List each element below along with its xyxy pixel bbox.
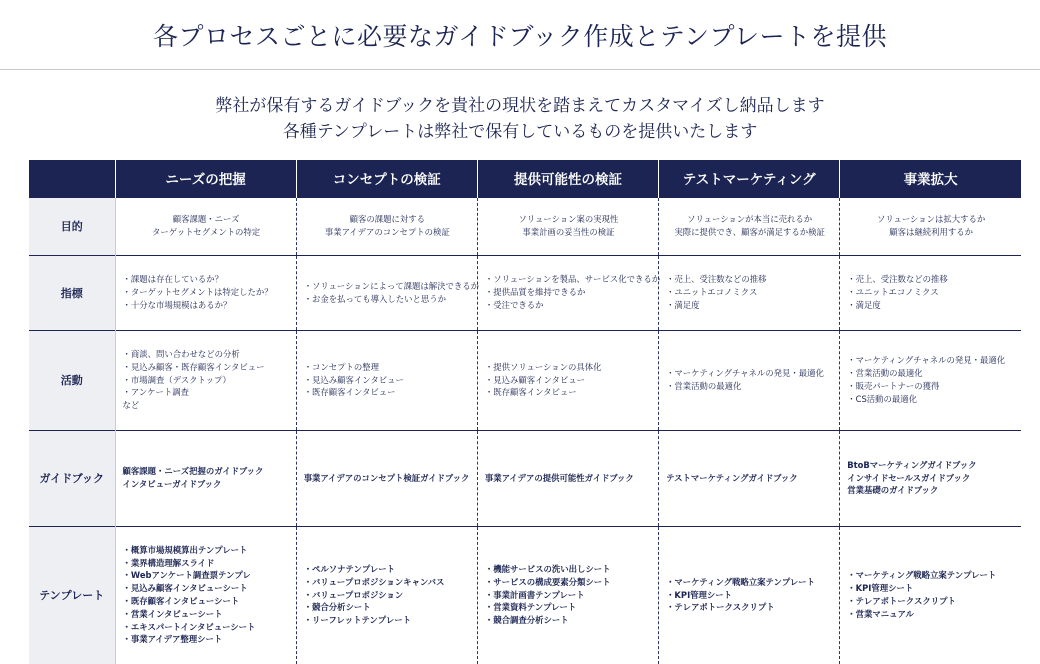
table-cell (840, 197, 1021, 255)
table-cell (115, 430, 296, 526)
table-cell (840, 255, 1021, 330)
column-header-feasibility: 提供可能性の検証 (477, 160, 658, 197)
cell-line: ・営業マニュアル (847, 608, 914, 619)
cell-line: ・機能サービスの洗い出しシート (484, 564, 611, 574)
cell-line: ・営業インタビューシート (122, 608, 223, 619)
table-row-activities (29, 330, 1021, 430)
cell-line: ・売上、受注数などの推移 (847, 274, 948, 285)
cell-line: ・マーケティング戦略立案テンプレート (666, 576, 816, 587)
cell-line: 顧客課題・ニーズ (172, 214, 240, 225)
row-label-guidebook: ガイドブック (29, 430, 115, 526)
cell-line: ・Webアンケート調査票テンプレ (122, 570, 251, 581)
table-cell (296, 255, 477, 330)
cell-line: ・見込み顧客インタビューシート (122, 583, 248, 594)
cell-line: インサイドセールスガイドブック (847, 472, 971, 483)
cell-line: ・KPI管理シート (847, 583, 914, 594)
table-row-guidebook (29, 430, 1021, 526)
cell-line: ・見込み顧客インタビュー (303, 374, 404, 385)
table-cell (296, 330, 477, 430)
cell-line: ・ペルソナテンプレート (303, 564, 396, 574)
cell-line: ・ユニットエコノミクス (847, 287, 939, 298)
table-cell (659, 330, 840, 430)
cell-line: ・エキスパートインタビューシート (122, 621, 256, 632)
cell-line: ・バリュープロポジションキャンバス (303, 576, 445, 587)
cell-line: ・営業資料テンプレート (484, 602, 577, 613)
table-cell (477, 197, 658, 255)
cell-line: 営業基礎のガイドブック (847, 485, 939, 496)
cell-line: ・満足度 (666, 299, 700, 310)
table-row-metrics (29, 255, 1021, 330)
cell-line: ・既存顧客インタビュー (303, 387, 396, 398)
table-cell (840, 526, 1021, 664)
cell-line: インタビューガイドブック (122, 479, 222, 489)
cell-line: ・リーフレットテンプレート (303, 615, 411, 626)
cell-line: ・見込み顧客インタビュー (484, 374, 586, 385)
page-title: 各プロセスごとに必要なガイドブック作成とテンプレートを提供 (152, 22, 887, 51)
cell-line: ・バリュープロポジション (303, 589, 404, 600)
cell-line: ・受注できるか (484, 299, 544, 310)
table-cell (477, 526, 658, 664)
cell-line: 事業計画の妥当性の検証 (522, 227, 615, 237)
row-label-activities: 活動 (29, 330, 115, 430)
cell-line: ・市場調査（デスクトップ） (122, 374, 231, 385)
cell-line: ・ソリューションを製品、サービス化できるか (484, 274, 661, 285)
cell-line: 事業アイデアのコンセプト検証ガイドブック (303, 472, 470, 483)
cell-line: ・競合分析シート (303, 602, 371, 613)
cell-line: ソリューションは拡大するか (876, 214, 986, 225)
column-header-test-marketing: テストマーケティング (659, 160, 840, 197)
cell-line: ・売上、受注数などの推移 (666, 274, 767, 285)
cell-line: ・アンケート調査 (122, 387, 189, 398)
cell-line: ・コンセプトの整理 (303, 361, 380, 372)
column-header-needs: ニーズの把握 (115, 160, 296, 197)
cell-line: ・概算市場規模算出テンプレート (122, 544, 248, 555)
cell-line: ・満足度 (847, 299, 881, 310)
cell-line: ・提供ソリューションの具体化 (484, 361, 602, 372)
cell-line: ・見込み顧客・既存顧客インタビュー (122, 361, 265, 372)
table-cell (840, 430, 1021, 526)
row-label-templates: テンプレート (29, 526, 115, 664)
table-cell (477, 330, 658, 430)
table-cell (659, 526, 840, 664)
cell-line: ・事業アイデア整理シート (122, 634, 223, 645)
table-cell (115, 526, 296, 664)
cell-line: ・競合調査分析シート (484, 615, 569, 626)
table-cell (659, 430, 840, 526)
cell-line: ・事業計画書テンプレート (484, 589, 585, 600)
cell-line: ・ユニットエコノミクス (666, 287, 758, 298)
cell-line: ・テレアポトークスクリプト (847, 596, 956, 606)
cell-line: ・既存顧客インタビューシート (122, 596, 240, 606)
cell-line: 事業アイデアの提供可能性ガイドブック (484, 472, 634, 483)
cell-line: ・提供品質を維持できるか (484, 287, 586, 298)
cell-line: ・販売パートナーの獲得 (847, 381, 940, 391)
cell-line: ソリューションが本当に売れるか (687, 214, 813, 225)
table-cell (840, 330, 1021, 430)
cell-line: ・ソリューションによって課題は解決できるか (303, 280, 479, 291)
cell-line: 事業アイデアのコンセプトの検証 (324, 227, 450, 237)
column-header-expansion: 事業拡大 (840, 160, 1021, 197)
cell-line: 顧客は継続利用するか (889, 227, 973, 237)
cell-line: ・KPI管理シート (666, 589, 733, 600)
cell-line: ・お金を払っても導入したいと思うか (303, 293, 447, 304)
subtitle-line-2: 各種テンプレートは弊社で保有しているものを提供いたします (282, 122, 758, 142)
cell-line: ターゲットセグメントの特定 (151, 227, 261, 237)
table-cell (296, 526, 477, 664)
cell-line: ・十分な市場規模はあるか？ (122, 299, 232, 310)
cell-line: ・営業活動の最適化 (847, 368, 923, 379)
table-cell (115, 330, 296, 430)
table-cell (659, 255, 840, 330)
row-label-purpose: 目的 (29, 197, 115, 255)
cell-line: ・テレアポトークスクリプト (666, 602, 775, 613)
table-cell (477, 255, 661, 330)
table-cell (659, 197, 840, 255)
table-cell (115, 197, 296, 255)
cell-line: ・課題は存在しているか？ (122, 274, 223, 285)
cell-line: ・マーケティング戦略立案テンプレート (847, 570, 997, 581)
cell-line: など (122, 400, 140, 411)
column-header-concept: コンセプトの検証 (296, 160, 477, 197)
subtitle-line-1: 弊社が保有するガイドブックを貴社の現状を踏まえてカスタマイズし納品します (215, 96, 825, 116)
cell-line: ・業界構造理解スライド (122, 557, 215, 568)
cell-line: ・CS活動の最適化 (847, 393, 918, 404)
cell-line: BtoBマーケティングガイドブック (847, 459, 977, 470)
cell-line: テストマーケティングガイドブック (666, 472, 798, 483)
table-cell (115, 255, 296, 330)
cell-line: ・既存顧客インタビュー (484, 387, 577, 398)
cell-line: ・ターゲットセグメントは特定したか？ (122, 287, 273, 298)
process-table (29, 160, 1021, 664)
table-row-purpose (29, 197, 1021, 255)
row-label-metrics: 指標 (29, 255, 115, 330)
table-cell (477, 430, 658, 526)
cell-line: 顧客課題・ニーズ把握のガイドブック (122, 466, 264, 477)
table-row-templates (29, 526, 1021, 664)
cell-line: ・サービスの構成要素分類シート (484, 576, 611, 587)
subtitle (0, 93, 1040, 145)
title-divider (0, 69, 1040, 70)
cell-line: ・営業活動の最適化 (666, 381, 742, 391)
cell-line: 顧客の課題に対する (349, 214, 425, 225)
table-cell (296, 197, 477, 255)
cell-line: ・商談、問い合わせなどの分析 (122, 349, 240, 359)
table-corner (29, 160, 115, 197)
cell-line: ソリューション案の実現性 (518, 214, 619, 225)
table-cell (296, 430, 477, 526)
cell-line: ・マーケティングチャネルの発見・最適化 (847, 355, 1006, 366)
cell-line: ・マーケティングチャネルの発見・最適化 (666, 368, 824, 379)
cell-line: 実際に提供でき、顧客が満足するか検証 (674, 227, 825, 237)
